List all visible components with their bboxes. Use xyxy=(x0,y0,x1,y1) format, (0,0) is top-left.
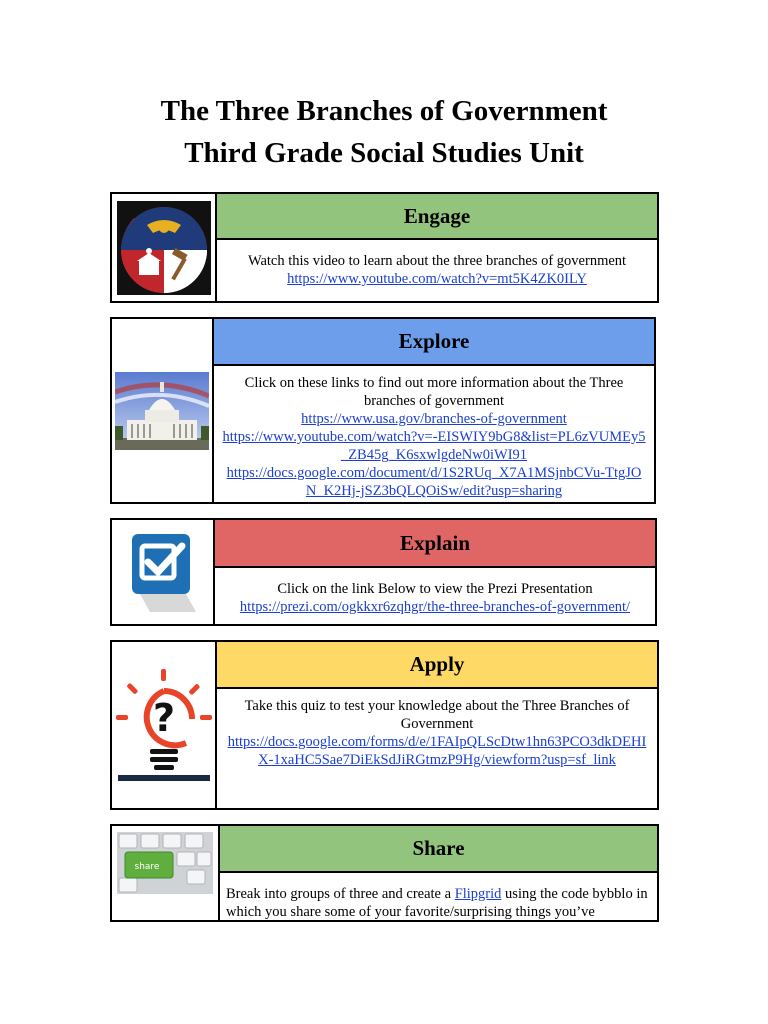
explain-icon-cell xyxy=(112,520,215,624)
explain-body xyxy=(215,568,655,624)
apply-icon-cell xyxy=(112,642,217,808)
explain-heading: Explain xyxy=(215,520,655,568)
explain-text: Click on the link Below to view the Prezi Presentation xyxy=(277,581,593,597)
explore-section xyxy=(110,317,656,504)
share-text xyxy=(226,879,649,921)
apply-body xyxy=(217,689,657,808)
question-lightbulb-icon xyxy=(116,665,212,785)
explore-heading: Explore xyxy=(214,319,654,366)
explain-section xyxy=(110,518,657,626)
engage-icon-cell xyxy=(112,194,217,301)
engage-section xyxy=(110,192,659,303)
apply-link-quiz[interactable]: https://docs.google.com/forms/d/e/1FAIpQLScDtw1hn63PCO3dkDEHIX-1xaHC5Sae7DiEkSdJiRGtmzP9Hg/viewform?usp=sf_link xyxy=(227,734,647,768)
engage-link-youtube[interactable]: https://www.youtube.com/watch?v=mt5K4ZK0ILY xyxy=(287,271,587,287)
svg-text:?: ? xyxy=(152,696,175,740)
engage-heading: Engage xyxy=(217,194,657,240)
explore-link-google-doc[interactable]: https://docs.google.com/document/d/1S2RUq_X7A1MSjnbCVu-TtgJON_K2Hj-jSZ3bQLQOiSw/edit?usp=sharing xyxy=(226,465,642,499)
explain-link-prezi[interactable]: https://prezi.com/ogkkxr6zqhgr/the-three-branches-of-government/ xyxy=(239,599,631,615)
explore-link-usa-gov[interactable]: https://www.usa.gov/branches-of-government xyxy=(301,411,567,427)
engage-body xyxy=(217,240,657,301)
explore-link-youtube[interactable]: https://www.youtube.com/watch?v=-EISWIY9bG8&list=PL6zVUMEy5_ZB45g_K6sxwlgdeNw0iWI91 xyxy=(222,429,646,463)
share-body xyxy=(220,873,657,920)
share-section xyxy=(110,824,659,922)
engage-text: Watch this video to learn about the three branches of government xyxy=(247,253,627,269)
flipgrid-link[interactable]: Flipgrid xyxy=(454,886,502,902)
share-heading: Share xyxy=(220,826,657,873)
checkbox-icon xyxy=(130,532,196,612)
share-key-icon xyxy=(117,832,213,894)
explore-icon-cell xyxy=(112,319,214,502)
share-text-after: using the code bybblo in which you share some of your favorite/surprising things you’ve xyxy=(226,886,648,920)
government-seal-icon xyxy=(117,201,211,295)
title-line-1: The Three Branches of Government xyxy=(160,95,608,127)
share-icon-cell xyxy=(112,826,220,920)
capitol-building-icon xyxy=(115,372,209,450)
page-title xyxy=(0,90,768,174)
apply-section xyxy=(110,640,659,810)
apply-heading: Apply xyxy=(217,642,657,689)
apply-text: Take this quiz to test your knowledge about the Three Branches of Government xyxy=(244,698,630,732)
title-line-2: Third Grade Social Studies Unit xyxy=(184,137,584,169)
share-text-before: Break into groups of three and create a xyxy=(226,886,455,902)
share-key-label: share xyxy=(134,862,160,872)
explore-text: Click on these links to find out more information about the Three branches of government xyxy=(244,375,624,409)
explore-body xyxy=(214,366,654,502)
